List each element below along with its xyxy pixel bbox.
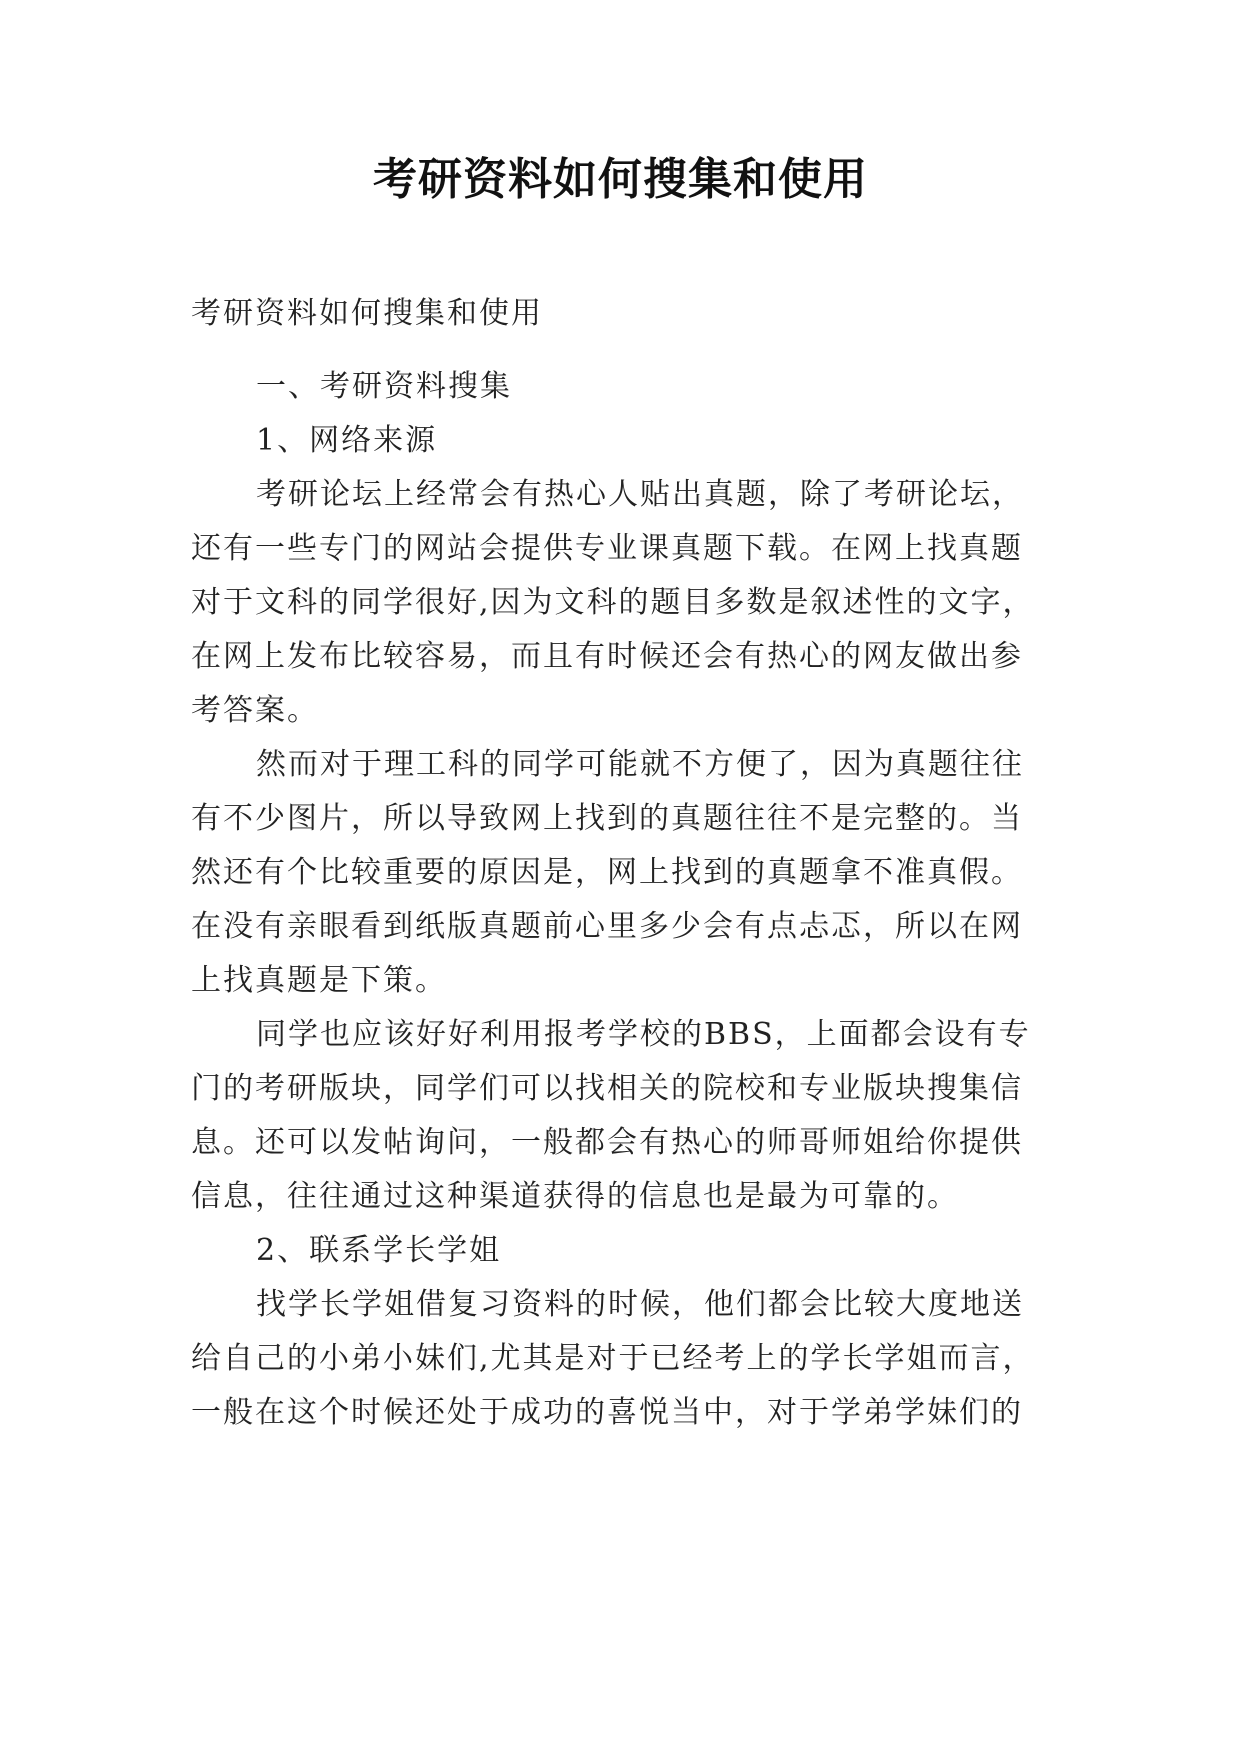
section-heading: 一、考研资料搜集	[256, 369, 512, 404]
paragraph-line: 有不少图片，所以导致网上找到的真题往往不是完整的。当	[191, 801, 1023, 836]
paragraph-line: 息。还可以发帖询问，一般都会有热心的师哥师姐给你提供	[191, 1125, 1023, 1160]
subsection-heading: 2、联系学长学姐	[256, 1233, 502, 1268]
paragraph-line: 对于文科的同学很好,因为文科的题目多数是叙述性的文字，	[191, 585, 1035, 620]
paragraph-line: 考答案。	[191, 693, 319, 728]
paragraph-line: 然而对于理工科的同学可能就不方便了，因为真题往往	[256, 747, 1024, 782]
paragraph-line: 信息，往往通过这种渠道获得的信息也是最为可靠的。	[191, 1179, 959, 1214]
paragraph-line: 在没有亲眼看到纸版真题前心里多少会有点忐忑，所以在网	[191, 909, 1023, 944]
paragraph-line: 一般在这个时候还处于成功的喜悦当中，对于学弟学妹们的	[191, 1395, 1023, 1430]
paragraph-line: 找学长学姐借复习资料的时候，他们都会比较大度地送	[256, 1287, 1024, 1322]
document-title: 考研资料如何搜集和使用	[373, 154, 868, 205]
paragraph-line: 给自己的小弟小妹们,尤其是对于已经考上的学长学姐而言，	[191, 1341, 1035, 1376]
paragraph-line: 在网上发布比较容易，而且有时候还会有热心的网友做出参	[191, 639, 1023, 674]
paragraph-line: 还有一些专门的网站会提供专业课真题下载。在网上找真题	[191, 531, 1023, 566]
document-subtitle: 考研资料如何搜集和使用	[191, 296, 543, 331]
paragraph-line: 门的考研版块，同学们可以找相关的院校和专业版块搜集信	[191, 1071, 1023, 1106]
paragraph-line: 上找真题是下策。	[191, 963, 447, 998]
paragraph-line: 考研论坛上经常会有热心人贴出真题，除了考研论坛，	[256, 477, 1024, 512]
paragraph-line: 然还有个比较重要的原因是，网上找到的真题拿不准真假。	[191, 855, 1023, 890]
subsection-heading: 1、网络来源	[256, 423, 438, 458]
paragraph-line: 同学也应该好好利用报考学校的BBS，上面都会设有专	[256, 1017, 1031, 1052]
